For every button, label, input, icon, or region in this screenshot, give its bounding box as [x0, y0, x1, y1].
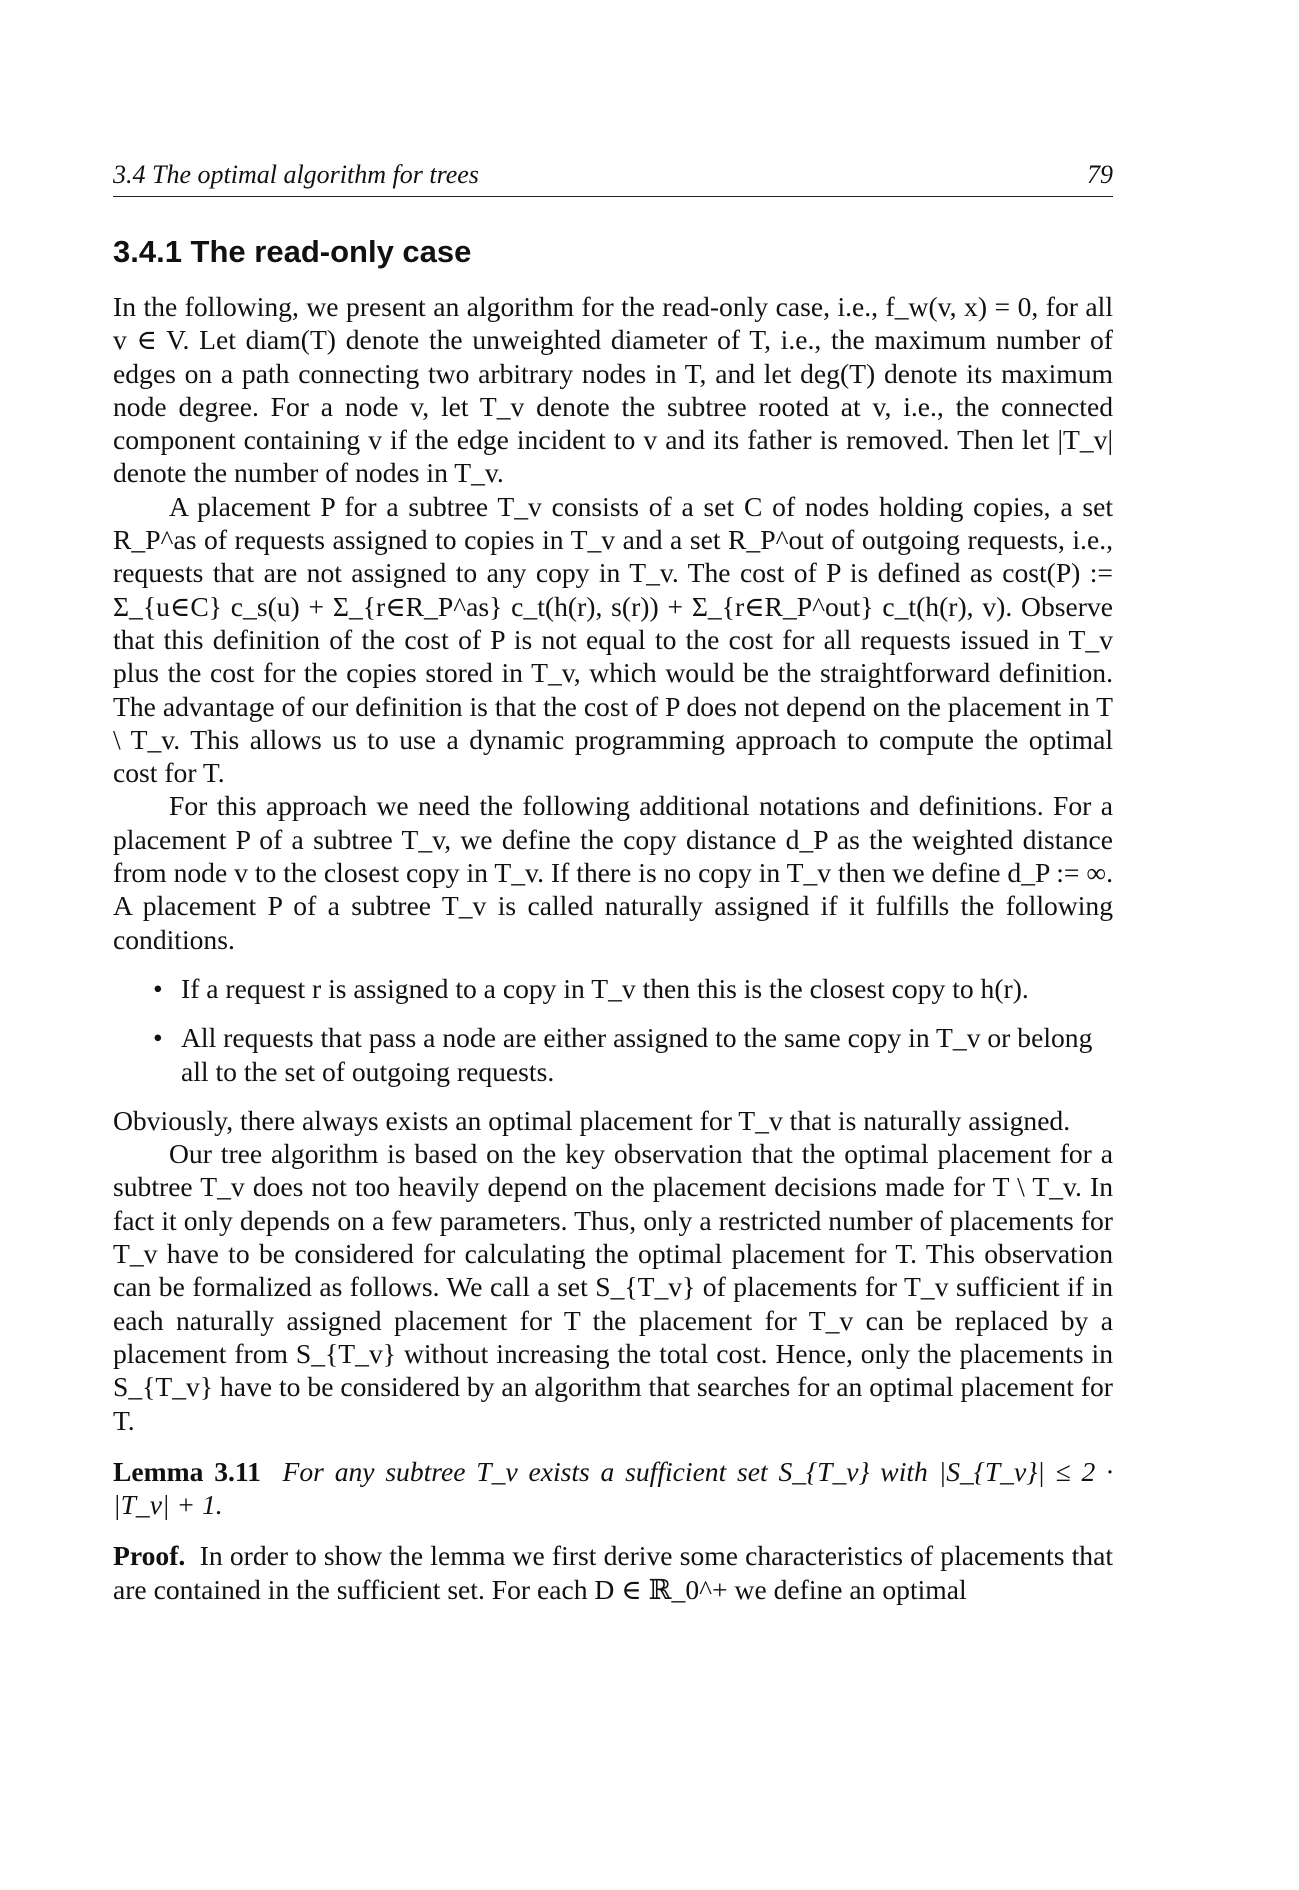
lemma — [113, 1455, 1113, 1522]
paragraph-4: Obviously, there always exists an optimal placement for T_v that is naturally assigned. — [113, 1104, 1071, 1136]
section-title: 3.4.1 The read-only case — [113, 234, 472, 269]
running-title: 3.4 The optimal algorithm for trees — [113, 160, 479, 189]
paragraph-2: A placement P for a subtree T_v consists of a set C of nodes holding copies, a set R_P^as of requests assigned to copies in T_v and a set R_P^out of outgoing requests, i.e., requests that are not assigned to any copy in T_v. The cost of P is defined as cost(P) := Σ_{u∈C} c_s(u) + Σ_{r∈R_P^as} c_t(h(r), s(r)) + Σ_{r∈R_P^out} c_t(h(r), v). Observe that this definition of the cost of P is not equal to the cost for all requests issued in T_v plus the cost for the copies stored in T_v, which would be the straightforward definition. The advantage of our definition is that the cost of P does not depend on the placement in T \ T_v. This allows us to use a dynamic programming approach to compute the optimal cost for T. — [113, 490, 1113, 789]
lemma-statement: For any subtree T_v exists a sufficient set S_{T_v} with |S_{T_v}| ≤ 2 · |T_v| + 1. — [113, 1455, 1114, 1521]
paragraph-1: In the following, we present an algorithm for the read-only case, i.e., f_w(v, x) = 0, for all v ∈ V. Let diam(T) denote the unweighted diameter of T, i.e., the maximum number of edges on a path connecting two arbitrary nodes in T, and let deg(T) denote its maximum node degree. For a node v, let T_v denote the subtree rooted at v, i.e., the connected component containing v if the edge incident to v and its father is removed. Then let |T_v| denote the number of nodes in T_v. — [113, 291, 1113, 489]
conditions-list — [113, 972, 1113, 1088]
proof-label: Proof. — [113, 1540, 186, 1572]
running-head — [113, 160, 1113, 197]
list-item: • If a request r is assigned to a copy in T_v then this is the closest copy to h(r). — [181, 972, 1113, 1005]
list-item: • All requests that pass a node are either assigned to the same copy in T_v or belong all to the set of outgoing requests. — [181, 1021, 1113, 1088]
proof — [113, 1539, 1113, 1606]
page-number: 79 — [1087, 160, 1113, 189]
proof-text: In order to show the lemma we first derive some characteristics of placements that are contained in the sufficient set. For each D ∈ ℝ_0^+ we define an optimal — [113, 1540, 1113, 1605]
paragraph-5: Our tree algorithm is based on the key observation that the optimal placement for a subtree T_v does not too heavily depend on the placement decisions made for T \ T_v. In fact it only depends on a few parameters. Thus, only a restricted number of placements for T_v have to be considered for calculating the optimal placement for T. This observation can be formalized as follows. We call a set S_{T_v} of placements for T_v sufficient if in each naturally assigned placement for T the placement for T_v can be replaced by a placement from S_{T_v} without increasing the total cost. Hence, only the placements in S_{T_v} have to be considered by an algorithm that searches for an optimal placement for T. — [113, 1138, 1113, 1436]
paragraph-3: For this approach we need the following additional notations and definitions. For a placement P of a subtree T_v, we define the copy distance d_P as the weighted distance from node v to the closest copy in T_v. If there is no copy in T_v then we define d_P := ∞. A placement P of a subtree T_v is called naturally assigned if it fulfills the following conditions. — [113, 790, 1113, 955]
lemma-label: Lemma 3.11 — [113, 1455, 261, 1487]
body-text — [113, 290, 1113, 1606]
